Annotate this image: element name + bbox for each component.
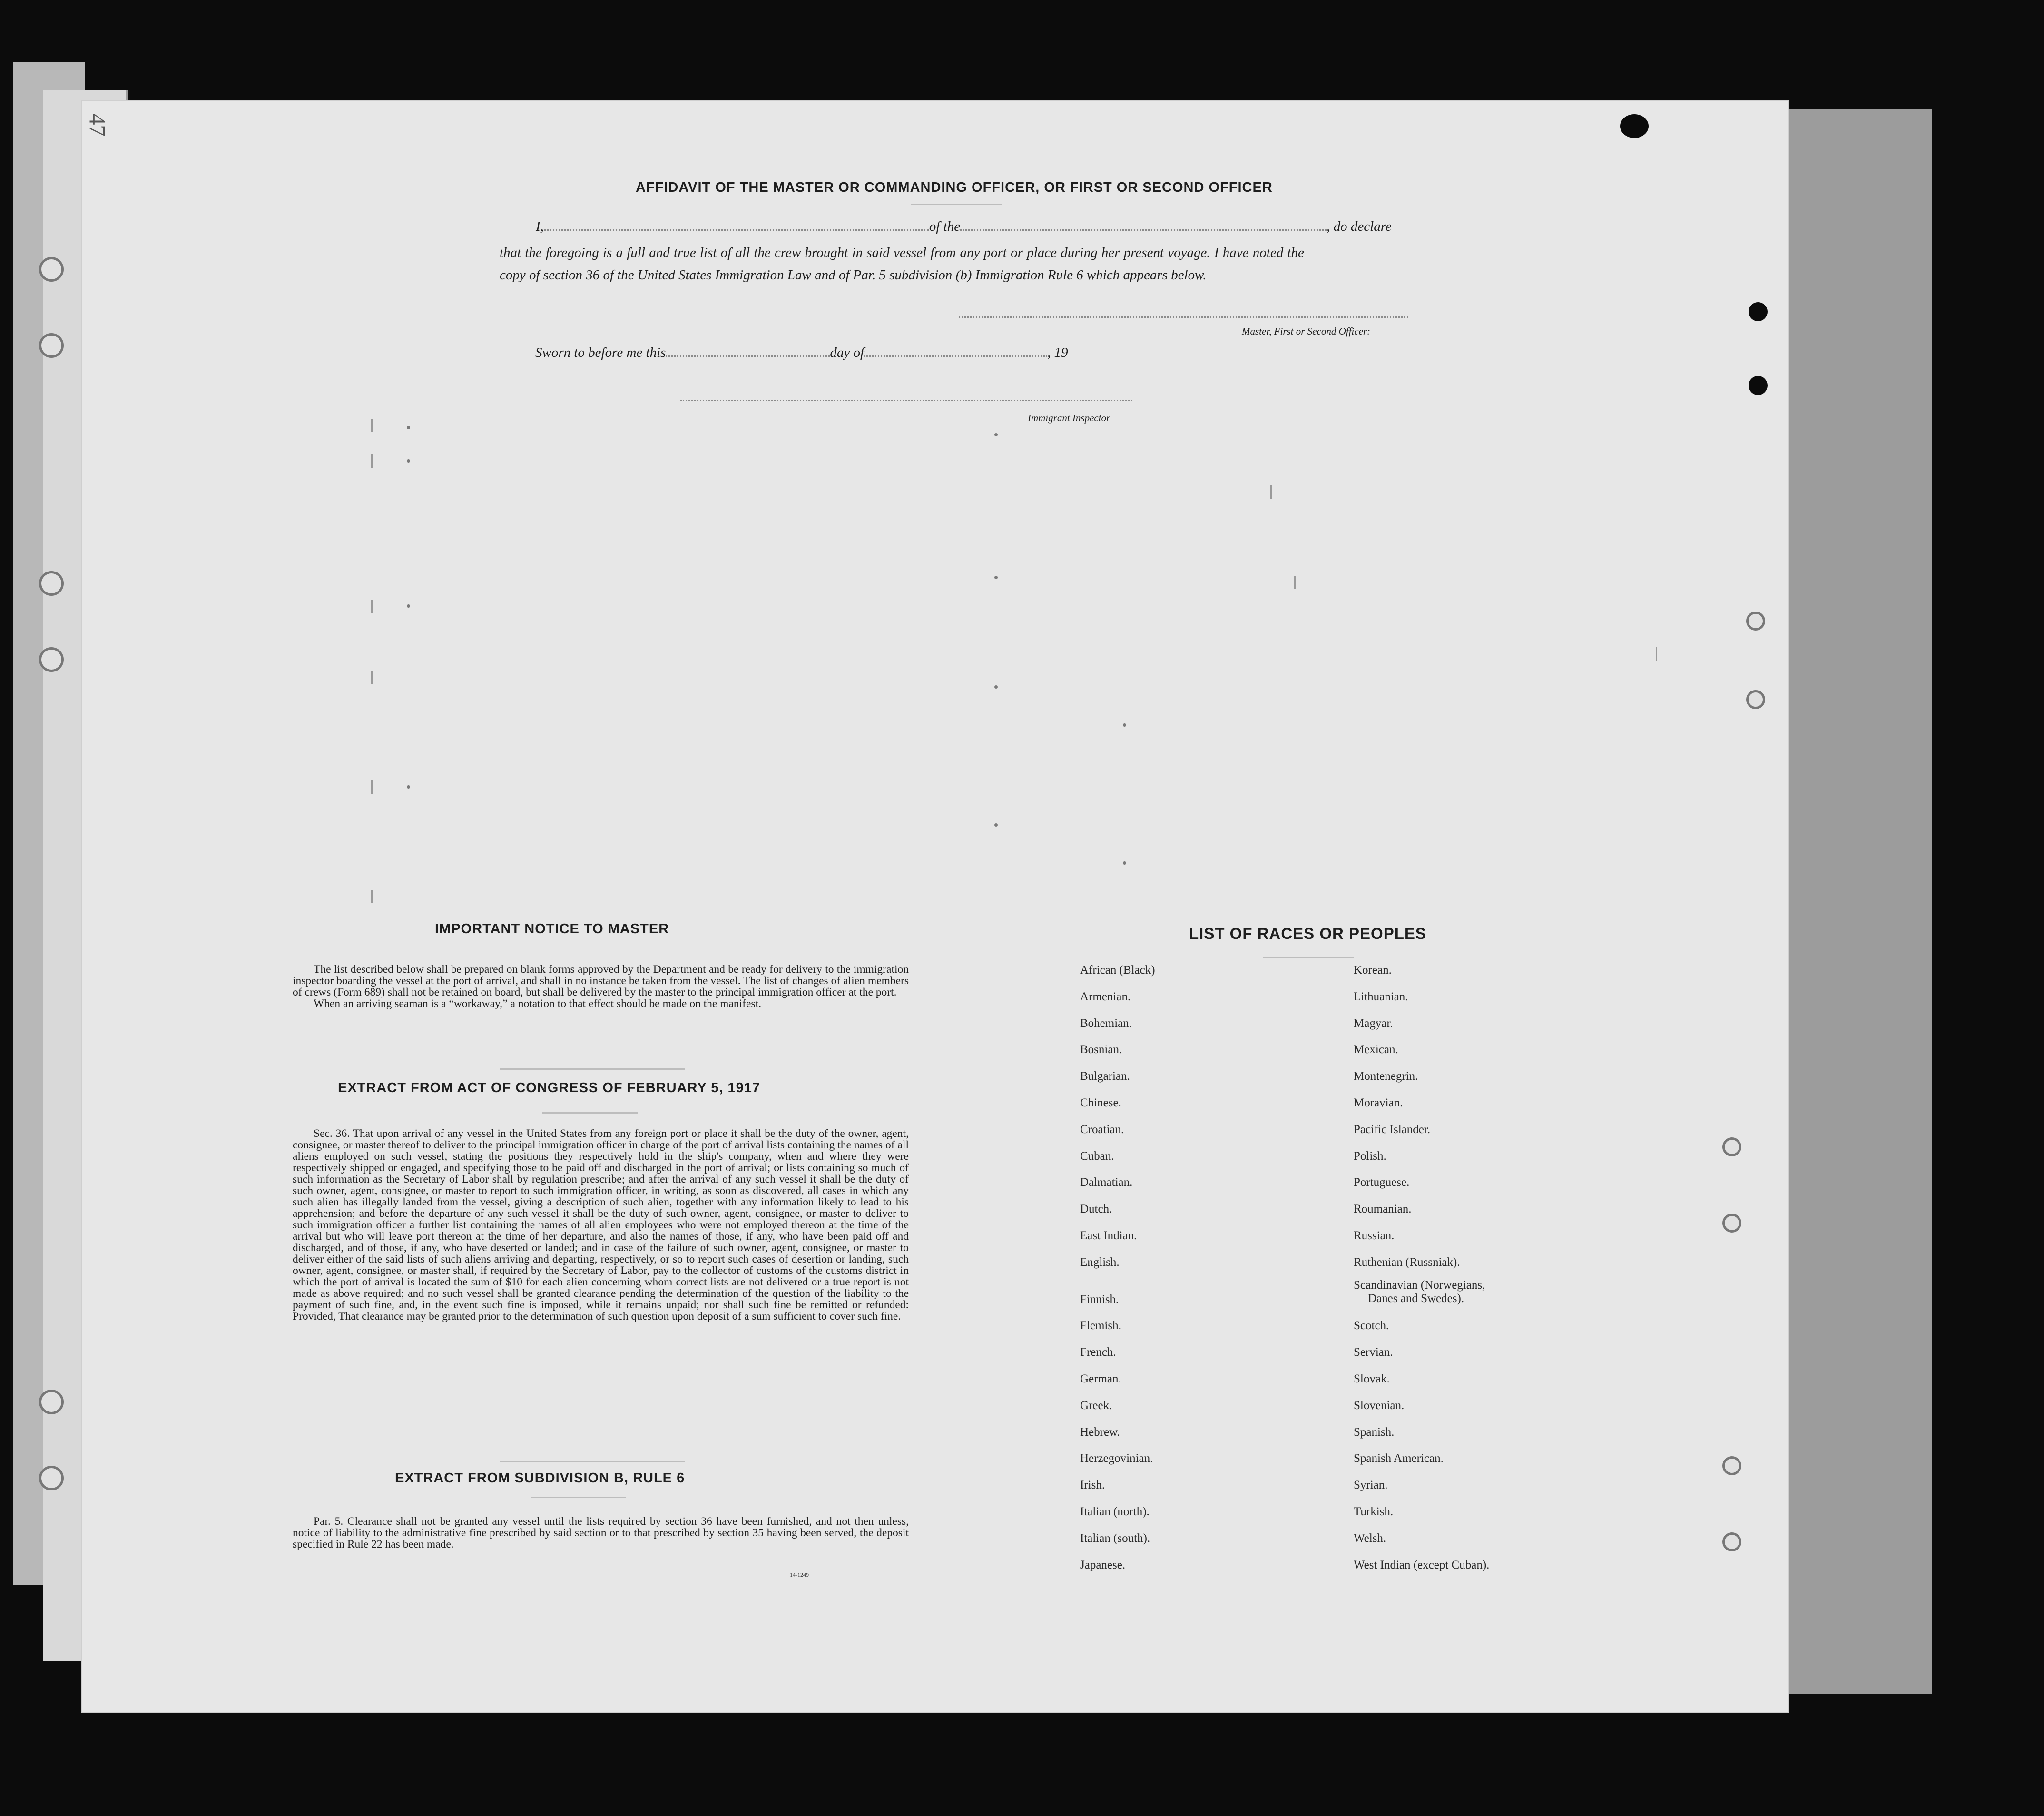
race-item: Turkish. [1354, 1505, 1394, 1518]
race-item: Portuguese. [1354, 1176, 1410, 1189]
punch-hole [1722, 1214, 1741, 1233]
faint-mark [994, 823, 998, 827]
race-item: Greek. [1080, 1399, 1112, 1412]
race-item: Magyar. [1354, 1017, 1393, 1030]
signature-caption: Master, First or Second Officer: [1242, 326, 1371, 337]
notice-paragraph-2: When an arriving seaman is a “workaway,” a notation to that effect should be made on the manifest. [314, 997, 761, 1010]
race-item: Polish. [1354, 1150, 1386, 1163]
faint-mark [1123, 861, 1126, 865]
race-item: Scandinavian (Norwegians, [1354, 1279, 1485, 1292]
divider [531, 1497, 626, 1498]
race-item: Slovak. [1354, 1372, 1390, 1385]
race-item: Servian. [1354, 1346, 1393, 1359]
race-item: Spanish American. [1354, 1452, 1444, 1465]
sworn-line [535, 345, 1068, 361]
punch-hole [1749, 376, 1768, 395]
punch-hole [1746, 612, 1765, 631]
punch-hole [1722, 1456, 1741, 1475]
notice-text [293, 964, 909, 1009]
race-item: Croatian. [1080, 1123, 1124, 1136]
race-item: Herzegovinian. [1080, 1452, 1153, 1465]
binder-ring [39, 647, 64, 672]
race-item: Welsh. [1354, 1532, 1386, 1545]
affidavit-line-2: that the foregoing is a full and true list of all the crew brought in said vessel from any port or place during her present voyage. I have noted the [500, 245, 1304, 260]
races-title: LIST OF RACES OR PEOPLES [1189, 925, 1426, 942]
race-item: Syrian. [1354, 1479, 1388, 1491]
paragraph-5-text: Par. 5. Clearance shall not be granted any vessel until the lists required by section 36 have been furnished, and not then unless, notice of liability to the administrative fine prescribed by said section or to that prescribed by section 35 having been served, the deposit specified in Rule 22 has been made. [293, 1515, 909, 1550]
i-label: I, [536, 219, 544, 234]
notice-paragraph-1: The list described below shall be prepared on blank forms approved by the Department and be ready for delivery to the immigration inspector boarding the vessel at the port of arrival, and shall in no instance be taken from the vessel. The list of changes of alien members of crews (Form 689) shall not be retained on board, but shall be delivered by the master to the principal immigration officer at the port. [293, 963, 909, 998]
divider [1263, 957, 1354, 958]
day-blank[interactable] [666, 355, 830, 357]
divider [500, 1068, 685, 1070]
race-item: Irish. [1080, 1479, 1105, 1491]
race-item: Danes and Swedes). [1368, 1292, 1464, 1305]
divider [911, 204, 1002, 205]
faint-mark [371, 454, 373, 468]
faint-mark [407, 426, 410, 429]
faint-mark [1270, 485, 1272, 499]
punch-hole [1746, 690, 1765, 709]
race-item: Ruthenian (Russniak). [1354, 1256, 1460, 1269]
affidavit-line-3: copy of section 36 of the United States Immigration Law and of Par. 5 subdivision (b) Immigration Rule 6 which appears below. [500, 267, 1207, 283]
divider [542, 1112, 638, 1114]
affidavit-title: AFFIDAVIT OF THE MASTER OR COMMANDING OFFICER, OR FIRST OR SECOND OFFICER [636, 180, 1273, 195]
faint-mark [1294, 576, 1296, 589]
race-item: Moravian. [1354, 1096, 1403, 1109]
race-item: Spanish. [1354, 1426, 1395, 1439]
month-blank[interactable] [864, 355, 1047, 357]
do-declare-label: , do declare [1327, 219, 1392, 234]
race-item: Montenegrin. [1354, 1070, 1418, 1083]
race-item: Slovenian. [1354, 1399, 1405, 1412]
race-item: German. [1080, 1372, 1121, 1385]
faint-mark [371, 600, 373, 613]
inspector-caption: Immigrant Inspector [1028, 412, 1110, 424]
extract-act-title: EXTRACT FROM ACT OF CONGRESS OF FEBRUARY 5, 1917 [338, 1080, 761, 1096]
race-item: Dutch. [1080, 1203, 1112, 1215]
faint-mark [994, 576, 998, 579]
race-item: Italian (south). [1080, 1532, 1150, 1545]
faint-mark [994, 685, 998, 689]
faint-mark [407, 785, 410, 789]
notice-title: IMPORTANT NOTICE TO MASTER [435, 921, 669, 937]
race-item: Cuban. [1080, 1150, 1114, 1163]
faint-mark [1656, 647, 1657, 661]
race-item: African (Black) [1080, 964, 1155, 977]
day-of-label: day of [830, 345, 865, 360]
race-item: Mexican. [1354, 1043, 1398, 1056]
vessel-blank[interactable] [960, 229, 1327, 231]
name-blank[interactable] [544, 229, 929, 231]
race-item: Korean. [1354, 964, 1392, 977]
race-item: Pacific Islander. [1354, 1123, 1431, 1136]
race-item: Flemish. [1080, 1319, 1121, 1332]
margin-mark: 47 [84, 113, 110, 137]
race-item: Bosnian. [1080, 1043, 1122, 1056]
race-item: West Indian (except Cuban). [1354, 1559, 1490, 1571]
sworn-label: Sworn to before me this [535, 345, 666, 360]
race-item: Armenian. [1080, 990, 1131, 1003]
section-36-text: Sec. 36. That upon arrival of any vessel in the United States from any foreign port or place it shall be the duty of the owner, agent, consignee, or master thereof to deliver to the principal immigration officer in charge of the port of arrival lists containing the names of all aliens employed on such vessel, stating the positions they respectively hold in the ship's company, when and where they were respectively shipped or engaged, and specifying those to be paid off and discharged in the port of arrival; or lists containing so much of such information as the Secretary of Labor shall by regulation prescribe; and after the arrival of any such vessel it shall be the duty of such owner, agent, consignee, or master to report to such immigration officer, in writing, as soon as discovered, all cases in which any such alien has illegally landed from the vessel, giving a description of such alien, together with any information likely to lead to his apprehension; and before the departure of any such vessel it shall be the duty of such owner, agent, consignee, or master to deliver to such immigration officer a further list containing the names of all alien employees who were not employed thereon at the time of the arrival but who will leave port thereon at the time of her departure, and also the names of those, if any, who have been paid off and discharged, and of those, if any, who have deserted or landed; and in case of the failure of such owner, agent, consignee, or master to deliver either of the said lists of such aliens arriving and departing, respectively, or so to report such cases of desertion or landing, such owner, agent, consignee, or master shall, if required by the Secretary of Labor, pay to the collector of customs of the customs district in which the port of arrival is located the sum of $10 for each alien concerning whom correct lists are not delivered or a true report is not made as above required; and no such vessel shall be granted clearance pending the determination of the question of the liability to the payment of such fine, and, in the event such fine is imposed, while it remains unpaid; nor shall such fine be remitted or refunded: Provided, That clearance may be granted prior to the determination of such question upon deposit of a sum sufficient to cover such fine. [293, 1127, 909, 1323]
extract-rule-text [293, 1516, 909, 1550]
binder-ring [39, 1390, 64, 1414]
extract-rule-title: EXTRACT FROM SUBDIVISION B, RULE 6 [395, 1471, 685, 1486]
race-item: Finnish. [1080, 1293, 1119, 1306]
race-item: Lithuanian. [1354, 990, 1408, 1003]
faint-mark [407, 459, 410, 463]
binder-ring [39, 333, 64, 358]
race-item: Hebrew. [1080, 1426, 1120, 1439]
faint-mark [371, 780, 373, 794]
race-item: Dalmatian. [1080, 1176, 1133, 1189]
race-item: East Indian. [1080, 1229, 1137, 1242]
race-item: Italian (north). [1080, 1505, 1150, 1518]
race-item: Russian. [1354, 1229, 1395, 1242]
faint-mark [371, 671, 373, 684]
extract-act-text [293, 1128, 909, 1322]
race-item: Bulgarian. [1080, 1070, 1130, 1083]
binder-ring [39, 571, 64, 596]
inspector-blank[interactable] [680, 400, 1132, 401]
race-item: English. [1080, 1256, 1120, 1269]
race-item: Scotch. [1354, 1319, 1389, 1332]
punch-hole [1722, 1137, 1741, 1156]
faint-mark [1123, 723, 1126, 727]
punch-hole [1620, 114, 1649, 138]
of-the-label: of the [929, 219, 961, 234]
divider [500, 1461, 685, 1462]
race-item: French. [1080, 1346, 1116, 1359]
signature-blank[interactable] [959, 316, 1408, 318]
faint-mark [994, 433, 998, 436]
manifest-page [81, 100, 1789, 1713]
form-number: 14-1249 [790, 1571, 809, 1578]
punch-hole [1749, 302, 1768, 321]
race-item: Japanese. [1080, 1559, 1126, 1571]
faint-mark [371, 890, 373, 903]
race-item: Bohemian. [1080, 1017, 1132, 1030]
race-item: Roumanian. [1354, 1203, 1412, 1215]
faint-mark [371, 419, 373, 432]
binder-ring [39, 1466, 64, 1490]
year-label: , 19 [1047, 345, 1068, 360]
punch-hole [1722, 1532, 1741, 1551]
faint-mark [407, 604, 410, 608]
binder-ring [39, 257, 64, 282]
affidavit-line-1 [536, 219, 1392, 235]
race-item: Chinese. [1080, 1096, 1121, 1109]
